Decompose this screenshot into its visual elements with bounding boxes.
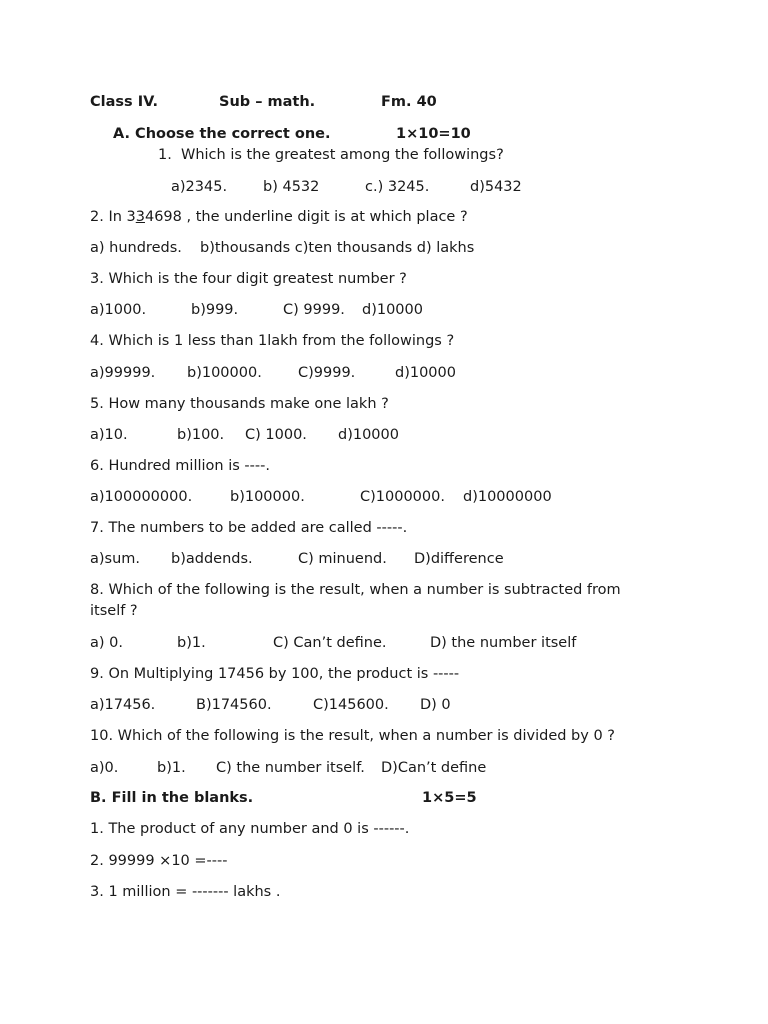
q8-option-a: a) 0. [90,635,123,651]
q10-option-b: b)1. [157,760,186,776]
q1-option-d: d)5432 [470,179,522,195]
q7-option-d: D)difference [414,551,504,567]
subject-label: Sub – math. [219,94,316,110]
section-a-marks: 1×10=10 [396,126,471,142]
question-3-text: 3. Which is the four digit greatest number ? [90,271,407,287]
full-marks-label: Fm. 40 [381,94,437,110]
q8-option-d: D) the number itself [430,635,577,651]
q3-option-a: a)1000. [90,302,147,318]
q3-option-c: C) 9999. [283,302,345,318]
question-4-text: 4. Which is 1 less than 1lakh from the followings ? [90,333,455,349]
q9-option-a: a)17456. [90,697,156,713]
section-a-title: A. Choose the correct one. [113,126,331,142]
q8-option-c: C) Can’t define. [273,635,387,651]
q5-option-d: d)10000 [338,427,399,443]
section-b-title: B. Fill in the blanks. [90,790,254,806]
q6-option-d: d)10000000 [463,489,552,505]
blank-item-3: 3. 1 million = ------- lakhs . [90,884,281,900]
q1-option-b: b) 4532 [263,179,320,195]
q4-option-d: d)10000 [395,365,456,381]
q10-option-d: D)Can’t define [381,760,487,776]
section-b-marks: 1×5=5 [422,790,477,806]
q3-option-b: b)999. [191,302,239,318]
q9-option-d: D) 0 [420,697,451,713]
question-6-text: 6. Hundred million is ----. [90,458,270,474]
question-10-text: 10. Which of the following is the result, when a number is divided by 0 ? [90,728,615,744]
q2-text-end: 4698 , the underline digit is at which place ? [144,209,468,225]
q4-option-c: C)9999. [298,365,356,381]
blank-item-2: 2. 99999 ×10 =---- [90,853,228,869]
question-9-text: 9. On Multiplying 17456 by 100, the product is ----- [90,666,460,682]
q6-option-a: a)100000000. [90,489,193,505]
q4-option-b: b)100000. [187,365,262,381]
question-8-text-line1: 8. Which of the following is the result, when a number is subtracted from [90,582,621,598]
q6-option-c: C)1000000. [360,489,445,505]
q7-option-c: C) minuend. [298,551,387,567]
q5-option-b: b)100. [177,427,225,443]
q6-option-b: b)100000. [230,489,305,505]
q8-option-b: b)1. [177,635,206,651]
q3-option-d: d)10000 [362,302,423,318]
q5-option-a: a)10. [90,427,128,443]
question-1-number: 1. [158,147,172,163]
question-2-text [90,207,468,227]
q4-option-a: a)99999. [90,365,156,381]
q1-option-a: a)2345. [171,179,228,195]
class-label: Class IV. [90,94,158,110]
q2-options-bcd: b)thousands c)ten thousands d) lakhs [200,240,475,256]
question-8-text-line2: itself ? [90,603,138,619]
q2-text-start: 2. In 3 [90,209,136,225]
question-1-text: Which is the greatest among the followings? [181,147,504,163]
q9-option-c: C)145600. [313,697,389,713]
q7-option-a: a)sum. [90,551,141,567]
q5-option-c: C) 1000. [245,427,307,443]
q1-option-c: c.) 3245. [365,179,430,195]
q2-underlined-digit: 3 [135,209,145,225]
question-7-text: 7. The numbers to be added are called -----. [90,520,408,536]
q9-option-b: B)174560. [196,697,272,713]
q2-option-a: a) hundreds. [90,240,182,256]
q7-option-b: b)addends. [171,551,253,567]
q10-option-a: a)0. [90,760,119,776]
blank-item-1: 1. The product of any number and 0 is ------. [90,821,410,837]
q10-option-c: C) the number itself. [216,760,365,776]
question-5-text: 5. How many thousands make one lakh ? [90,396,389,412]
